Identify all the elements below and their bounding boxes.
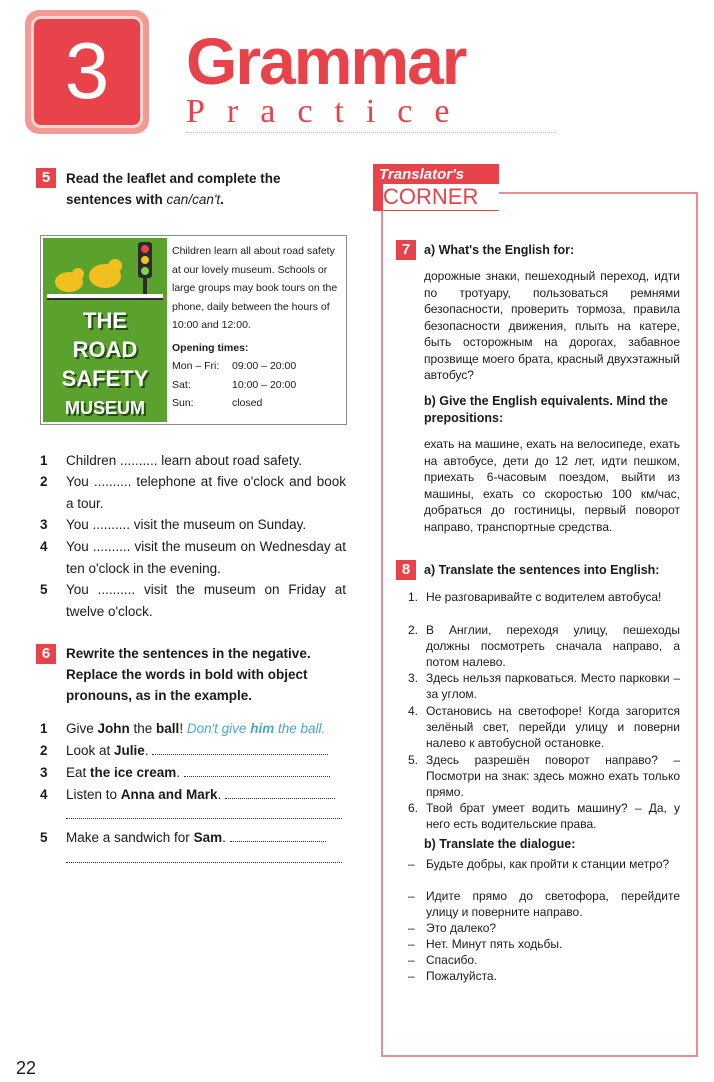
example-answer-pronoun: him: [250, 721, 275, 736]
dialogue-line: [408, 920, 680, 936]
dash-icon: –: [408, 969, 415, 983]
ex5-instruction-text: sentences with: [66, 192, 167, 207]
answer-line[interactable]: [66, 850, 342, 863]
example-answer: ball: [300, 721, 322, 736]
item-text-plain: .: [176, 765, 184, 780]
museum-leaflet: [40, 235, 347, 425]
dialogue-text: Будьте добры, как пройти к станции метро?: [426, 857, 670, 871]
ex6-number: 6: [36, 644, 56, 664]
list-item: [408, 622, 680, 671]
corner-tab-bottom: CORNER: [383, 184, 499, 210]
item-text: Твой брат умеет водить машину? – Да, у него есть водительские права.: [426, 801, 680, 832]
ex6-instruction-line: Rewrite the sentences in the negative.: [66, 646, 311, 661]
list-item: [40, 579, 346, 622]
list-item: [40, 827, 346, 849]
leaflet-title-safety: SAFETY: [61, 366, 149, 391]
item-text: В Англии, переходя улицу, пешеходы должны посмотреть сначала направо, а потом налево.: [426, 623, 680, 670]
ex5-instruction-modal: can/can't: [166, 192, 221, 207]
ex7-number-badge: [396, 240, 416, 260]
list-item: [40, 784, 346, 806]
leaflet-title-museum: MUSEUM: [65, 398, 145, 418]
ducks-and-traffic-light-icon: [43, 238, 167, 308]
list-item: [40, 536, 346, 579]
item-text-bold: the ice cream: [90, 765, 177, 780]
ex5-number: 5: [36, 168, 56, 188]
title-divider: [186, 132, 556, 133]
item-number: 1.: [408, 590, 419, 604]
item-text: Не разговаривайте с водителем автобуса!: [426, 590, 662, 604]
leaflet-text-block: [172, 242, 342, 413]
ex7-b-text: ехать на машине, ехать на велосипеде, ехать на автобусе, дети до 12 лет, идти пешком, приехать 6-часовым поездом, выйти из машины, ехать со скоростью 100 км/час, добраться до гостиницы, первый поворот направо, транспортные средства.: [424, 437, 680, 534]
dash-icon: –: [408, 953, 415, 967]
item-text: You .......... telephone at five o'clock and book a tour.: [66, 474, 346, 511]
item-text: [66, 740, 346, 762]
ex6-instruction-line: pronouns, as in the example.: [66, 688, 253, 703]
item-text-bold: Sam: [193, 830, 223, 845]
list-item: [408, 703, 680, 752]
translators-corner-tab: [373, 164, 499, 211]
item-text-plain: Listen to: [66, 787, 121, 802]
dialogue-text: Нет. Минут пять ходьбы.: [426, 937, 563, 951]
ex5-number-badge: [36, 168, 56, 188]
list-item: [40, 471, 346, 514]
item-text: You .......... visit the museum on Friday at twelve o'clock.: [66, 582, 346, 619]
answer-line[interactable]: [152, 742, 328, 755]
item-text: Остановись на светофоре! Когда загорится зелёный свет, перейди улицу и поверни налево к автобусной остановке.: [426, 704, 680, 751]
ex5-instruction-line1: Read the leaflet and complete the: [66, 171, 281, 186]
item-text-plain: !: [179, 721, 187, 736]
ex8-number-badge: [396, 560, 416, 580]
ex6-instruction-line: Replace the words in bold with object: [66, 667, 308, 682]
list-item: [408, 589, 680, 605]
dialogue-text: Пожалуйста.: [426, 969, 497, 983]
item-number: 2: [40, 743, 48, 758]
hours-time: closed: [232, 397, 263, 409]
ex7-number: 7: [396, 240, 416, 260]
hours-day: Mon – Fri:: [172, 360, 220, 372]
item-text-plain: Make a sandwich for: [66, 830, 194, 845]
answer-line[interactable]: [225, 786, 335, 799]
leaflet-title-road: ROAD: [72, 337, 138, 362]
hours-row: [172, 357, 342, 376]
unit-badge: [25, 10, 149, 134]
item-number: 2: [40, 474, 48, 489]
ex8-number: 8: [396, 560, 416, 580]
item-text: Здесь разрешён поворот направо? – Посмотри на знак: здесь можно ехать только прямо.: [426, 753, 680, 800]
ex6-instruction: [66, 643, 356, 706]
dash-icon: –: [408, 921, 415, 935]
item-number: 5: [40, 582, 48, 597]
list-item: [40, 762, 346, 784]
item-text: [66, 762, 346, 784]
answer-line[interactable]: [184, 764, 330, 777]
item-number: 2.: [408, 623, 419, 637]
hours-row: [172, 376, 342, 395]
list-item: [408, 752, 680, 801]
item-text: [66, 827, 346, 849]
leaflet-title-the: THE: [83, 308, 127, 333]
dialogue-line: [408, 936, 680, 952]
item-text: [66, 784, 346, 806]
hours-day: Sun:: [172, 397, 194, 409]
page-title: Grammar: [186, 24, 466, 98]
item-text-bold: ball: [156, 721, 180, 736]
ex5-instruction: [66, 168, 346, 210]
item-text-plain: Look at: [66, 743, 115, 758]
item-text-bold: Julie: [114, 743, 145, 758]
example-answer: the: [274, 721, 301, 736]
corner-tab-top: Translator's: [379, 166, 464, 183]
item-text: You .......... visit the museum on Sunday.: [66, 517, 307, 532]
dialogue-line: [408, 952, 680, 968]
item-text: You .......... visit the museum on Wednesday at ten o'clock in the evening.: [66, 539, 346, 576]
item-text-plain: .: [144, 743, 153, 758]
item-text: Children .......... learn about road safety.: [66, 453, 303, 468]
item-number: 5: [40, 830, 48, 845]
list-item: [40, 718, 346, 740]
item-text-bold: John: [97, 721, 130, 736]
item-number: 3.: [408, 671, 419, 685]
item-text-plain: .: [217, 787, 226, 802]
page-number: 22: [16, 1058, 37, 1078]
unit-number: 3: [31, 16, 143, 128]
item-number: 6.: [408, 801, 419, 815]
item-text-plain: .: [222, 830, 230, 845]
ex8-a-heading: a) Translate the sentences into English:: [424, 563, 660, 577]
hours-time: 09:00 – 20:00: [232, 360, 297, 372]
item-text: Здесь нельзя парковаться. Место парковки – за углом.: [426, 671, 680, 702]
list-item: [408, 800, 680, 832]
dialogue-text: Идите прямо до светофора, перейдите улицу и поверните направо.: [426, 889, 680, 920]
example-answer: .: [321, 721, 326, 736]
item-number: 4: [40, 787, 48, 802]
museum-leaflet-image: [43, 238, 167, 422]
hours-day: Sat:: [172, 378, 191, 391]
item-number: 3: [40, 517, 48, 532]
page-subtitle: Practice: [186, 93, 472, 130]
item-number: 4: [40, 539, 48, 554]
answer-line[interactable]: [230, 829, 326, 842]
item-number: 4.: [408, 704, 419, 718]
list-item: [40, 450, 346, 472]
item-text-plain: Give: [66, 721, 98, 736]
ex6-number-badge: [36, 644, 56, 664]
item-text: [66, 718, 346, 740]
dialogue-text: Это далеко?: [426, 921, 497, 935]
dialogue-line: [408, 856, 680, 872]
list-item: [408, 670, 680, 702]
example-answer: Don't give: [186, 721, 251, 736]
item-text-plain: the: [129, 721, 157, 736]
opening-times-label: Opening times:: [172, 341, 249, 354]
dash-icon: –: [408, 889, 415, 903]
ex5-instruction-line2: [66, 189, 346, 210]
item-number: 5.: [408, 753, 419, 767]
ex5-instruction-end: .: [220, 192, 224, 207]
list-item: [40, 514, 346, 536]
dash-icon: –: [408, 857, 415, 871]
item-text-plain: Eat: [66, 765, 91, 780]
ex7-a-text: дорожные знаки, пешеходный переход, идти по тротуару, пользоваться ремнями безопасности, проверить тормоза, правила безопасности движения, плыть на катере, быть осторожным на дорогах, забавное прозвище моего брата, красный двухэтажный автобус?: [424, 269, 680, 382]
dialogue-line: [408, 968, 680, 984]
item-number: 3: [40, 765, 48, 780]
leaflet-description: Children learn all about road safety at our lovely museum. Schools or large groups may book tours on the phone, daily between the hours of 10:00 and 12:00.: [172, 245, 338, 331]
ex7-a-heading: a) What's the English for:: [424, 243, 575, 257]
dash-icon: –: [408, 937, 415, 951]
item-text-bold: Anna and Mark: [120, 787, 218, 802]
hours-time: 10:00 – 20:00: [232, 378, 297, 391]
item-number: 1: [40, 721, 48, 736]
answer-line[interactable]: [66, 806, 342, 819]
dialogue-text: Спасибо.: [426, 953, 478, 967]
dialogue-line: [408, 888, 680, 920]
ex8-b-heading: b) Translate the dialogue:: [424, 837, 576, 851]
list-item: [40, 740, 346, 762]
hours-row: [172, 394, 342, 413]
item-number: 1: [40, 453, 48, 468]
ex7-b-heading: b) Give the English equivalents. Mind the prepositions:: [424, 394, 668, 425]
